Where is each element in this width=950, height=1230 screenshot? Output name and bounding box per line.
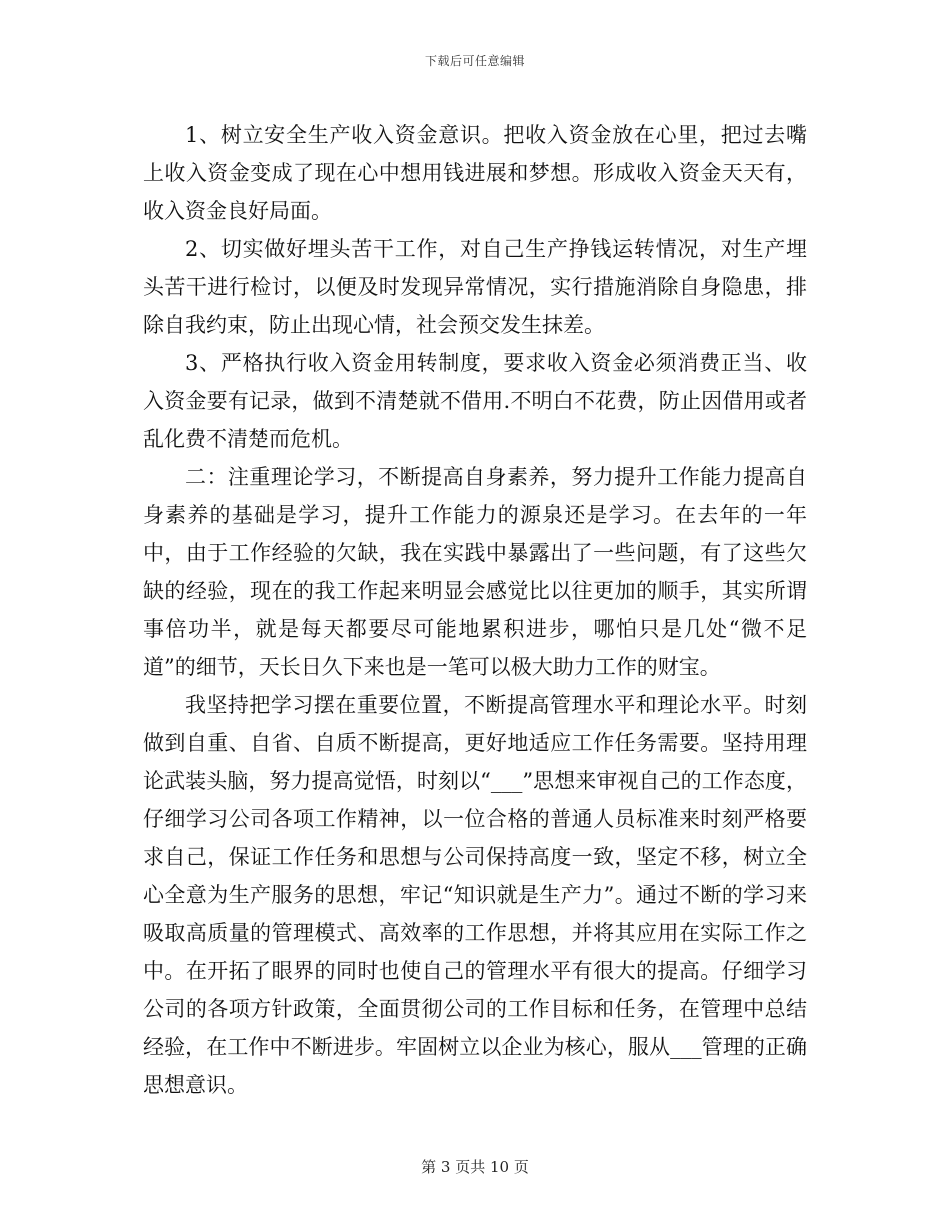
document-body <box>143 116 807 1104</box>
paragraph-3: 3、严格执行收入资金用转制度，要求收入资金必须消费正当、收入资金要有记录，做到不清楚就不借用.不明白不花费，防止因借用或者乱化费不清楚而危机。 <box>143 351 807 451</box>
paragraph-5: 我坚持把学习摆在重要位置，不断提高管理水平和理论水平。时刻做到自重、自省、自质不断提高，更好地适应工作任务需要。坚持用理论武装头脑，努力提高觉悟，时刻以“___”思想来审视自己的工作态度，仔细学习公司各项工作精神，以一位合格的普通人员标准来时刻严格要求自己，保证工作任务和思想与公司保持高度一致，坚定不移，树立全心全意为生产服务的思想，牢记“知识就是生产力”。通过不断的学习来吸取高质量的管理模式、高效率的工作思想，并将其应用在实际工作之中。在开拓了眼界的同时也使自己的管理水平有很大的提高。仔细学习公司的各项方针政策，全面贯彻公司的工作目标和任务，在管理中总结经验，在工作中不断进步。牢固树立以企业为核心，服从___管理的正确思想意识。 <box>143 693 807 1097</box>
paragraph-2: 2、切实做好埋头苦干工作，对自己生产挣钱运转情况，对生产埋头苦干进行检讨，以便及时发现异常情况，实行措施消除自身隐患，排除自我约束，防止出现心情，社会预交发生抹差。 <box>143 237 807 337</box>
page-header: 下载后可任意编辑 <box>424 54 525 68</box>
paragraph-4: 二：注重理论学习，不断提高自身素养，努力提升工作能力提高自身素养的基础是学习，提升工作能力的源泉还是学习。在去年的一年中，由于工作经验的欠缺，我在实践中暴露出了一些问题，有了这些欠缺的经验，现在的我工作起来明显会感觉比以往更加的顺手，其实所谓事倍功半，就是每天都要尽可能地累积进步，哪怕只是几处“微不足道”的细节，天长日久下来也是一笔可以极大助力工作的财宝。 <box>143 465 807 679</box>
page-number: 第 3 页共 10 页 <box>421 1158 529 1176</box>
paragraph-1: 1、树立安全生产收入资金意识。把收入资金放在心里，把过去嘴上收入资金变成了现在心中想用钱进展和梦想。形成收入资金天天有，收入资金良好局面。 <box>143 123 807 223</box>
